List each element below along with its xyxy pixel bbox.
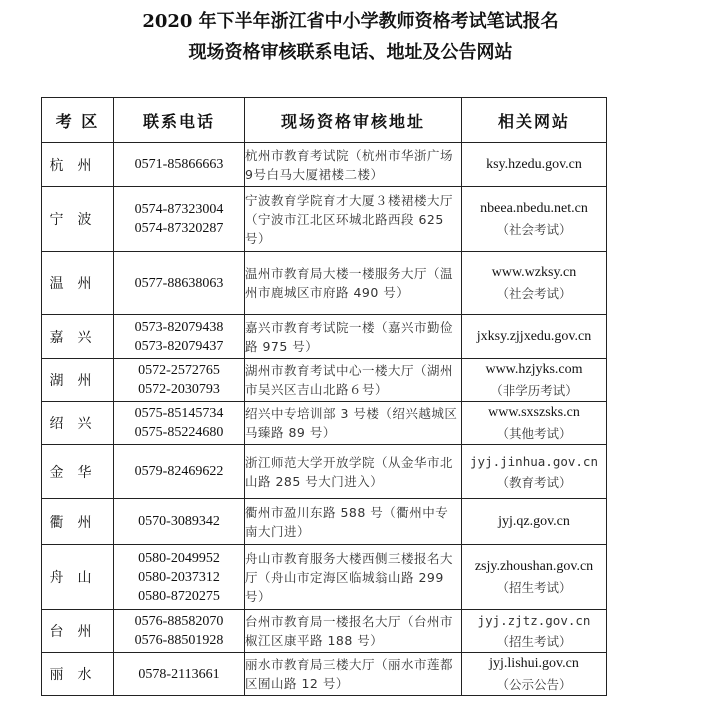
phone-number: 0580-2049952 (138, 550, 220, 566)
website-cell (462, 545, 607, 610)
district-cell: 绍兴 (42, 402, 114, 445)
website-cell (462, 499, 607, 545)
website-link[interactable]: nbeea.nbedu.net.cn (480, 201, 588, 216)
phone-number: 0575-85145734 (134, 406, 224, 421)
phone-cell (114, 499, 245, 545)
table-row (42, 653, 607, 696)
district-cell: 衢州 (42, 499, 114, 545)
table-row (42, 445, 607, 499)
phone-number: 0570-3089342 (138, 514, 220, 529)
website-note: （招生考试） (496, 634, 572, 649)
phone-number: 0577-88638063 (134, 275, 224, 291)
header-district: 考 区 (42, 98, 114, 143)
table-row (42, 252, 607, 315)
address-cell: 舟山市教育服务大楼西侧三楼报名大厅（舟山市定海区临城翁山路 299 号） (245, 545, 462, 610)
district-cell: 舟山 (42, 545, 114, 610)
table-row (42, 402, 607, 445)
phone-number: 0573-82079437 (134, 338, 224, 354)
website-link[interactable]: www.sxszsks.cn (488, 405, 580, 420)
table-header-row (42, 98, 607, 143)
phone-number: 0578-2113661 (138, 666, 220, 682)
address-cell: 湖州市教育考试中心一楼大厅（湖州市吴兴区吉山北路６号） (245, 359, 462, 402)
district-cell: 金华 (42, 445, 114, 499)
phone-number: 0576-88582070 (134, 614, 224, 629)
table-row (42, 187, 607, 252)
address-cell: 嘉兴市教育考试院一楼（嘉兴市勤俭路 975 号） (245, 315, 462, 359)
table-row (42, 315, 607, 359)
district-cell: 台州 (42, 610, 114, 653)
header-phone: 联系电话 (114, 98, 245, 143)
table-row (42, 610, 607, 653)
website-link[interactable]: jxksy.zjjxedu.gov.cn (476, 329, 592, 344)
phone-number: 0571-85866663 (134, 157, 224, 172)
website-cell (462, 143, 607, 187)
website-link[interactable]: jyj.jinhua.gov.cn (470, 453, 598, 469)
district-cell: 湖州 (42, 359, 114, 402)
district-cell: 丽水 (42, 653, 114, 696)
website-link[interactable]: www.wzksy.cn (491, 265, 577, 280)
table-row (42, 359, 607, 402)
title-line-1: 2020 年下半年浙江省中小学教师资格考试笔试报名 (142, 11, 559, 32)
header-website: 相关网站 (462, 98, 607, 143)
website-note: （其他考试） (496, 426, 572, 441)
website-link[interactable]: jyj.qz.gov.cn (498, 514, 570, 529)
website-note: （教育考试） (496, 474, 572, 490)
contact-table (41, 97, 607, 696)
address-cell: 温州市教育局大楼一楼服务大厅（温州市鹿城区市府路 490 号） (245, 252, 462, 315)
phone-cell (114, 545, 245, 610)
table-row (42, 545, 607, 610)
address-cell: 衢州市盈川东路 588 号（衢州中专南大门进） (245, 499, 462, 545)
phone-cell (114, 143, 245, 187)
website-link[interactable]: ksy.hzedu.gov.cn (486, 157, 582, 172)
website-note: （社会考试） (496, 222, 572, 237)
address-cell: 杭州市教育考试院（杭州市华浙广场9号白马大厦裙楼二楼） (245, 143, 462, 187)
phone-cell (114, 610, 245, 653)
website-note: （公示公告） (496, 677, 572, 692)
address-cell: 丽水市教育局三楼大厅（丽水市莲都区囿山路 12 号） (245, 653, 462, 696)
title-line-2: 现场资格审核联系电话、地址及公告网站 (188, 42, 513, 63)
phone-number: 0580-2037312 (138, 569, 220, 585)
header-address: 现场资格审核地址 (245, 98, 462, 143)
website-note: （社会考试） (496, 286, 572, 301)
district-cell: 温州 (42, 252, 114, 315)
website-cell (462, 445, 607, 499)
phone-cell (114, 187, 245, 252)
website-cell (462, 610, 607, 653)
phone-number: 0575-85224680 (134, 425, 224, 440)
phone-cell (114, 359, 245, 402)
district-cell: 杭州 (42, 143, 114, 187)
phone-number: 0574-87320287 (134, 221, 224, 236)
website-cell (462, 359, 607, 402)
website-link[interactable]: jyj.zjtz.gov.cn (477, 613, 591, 628)
phone-number: 0574-87323004 (134, 202, 224, 217)
website-note: （招生考试） (496, 580, 572, 595)
website-link[interactable]: jyj.lishui.gov.cn (489, 656, 579, 671)
address-cell: 宁波教育学院育才大厦３楼裙楼大厅（宁波市江北区环城北路西段 625 号） (245, 187, 462, 252)
phone-cell (114, 315, 245, 359)
website-cell (462, 315, 607, 359)
website-cell (462, 187, 607, 252)
website-link[interactable]: zsjy.zhoushan.gov.cn (474, 559, 594, 574)
phone-number: 0572-2572765 (138, 363, 220, 378)
phone-cell (114, 653, 245, 696)
table-body (42, 143, 607, 696)
phone-cell (114, 445, 245, 499)
table-row (42, 143, 607, 187)
phone-number: 0580-8720275 (138, 588, 220, 604)
phone-cell (114, 402, 245, 445)
phone-number: 0573-82079438 (134, 319, 224, 335)
address-cell: 浙江师范大学开放学院（从金华市北山路 285 号大门进入） (245, 445, 462, 499)
phone-number: 0572-2030793 (138, 382, 220, 397)
address-cell: 台州市教育局一楼报名大厅（台州市椒江区康平路 188 号） (245, 610, 462, 653)
phone-number: 0579-82469622 (134, 464, 224, 479)
website-cell (462, 252, 607, 315)
phone-cell (114, 252, 245, 315)
website-link[interactable]: www.hzjyks.com (485, 362, 583, 377)
address-cell: 绍兴中专培训部 3 号楼（绍兴越城区马臻路 89 号） (245, 402, 462, 445)
website-cell (462, 402, 607, 445)
table-row (42, 499, 607, 545)
website-cell (462, 653, 607, 696)
district-cell: 嘉兴 (42, 315, 114, 359)
website-note: （非学历考试） (490, 383, 578, 398)
district-cell: 宁波 (42, 187, 114, 252)
phone-number: 0576-88501928 (134, 633, 224, 648)
